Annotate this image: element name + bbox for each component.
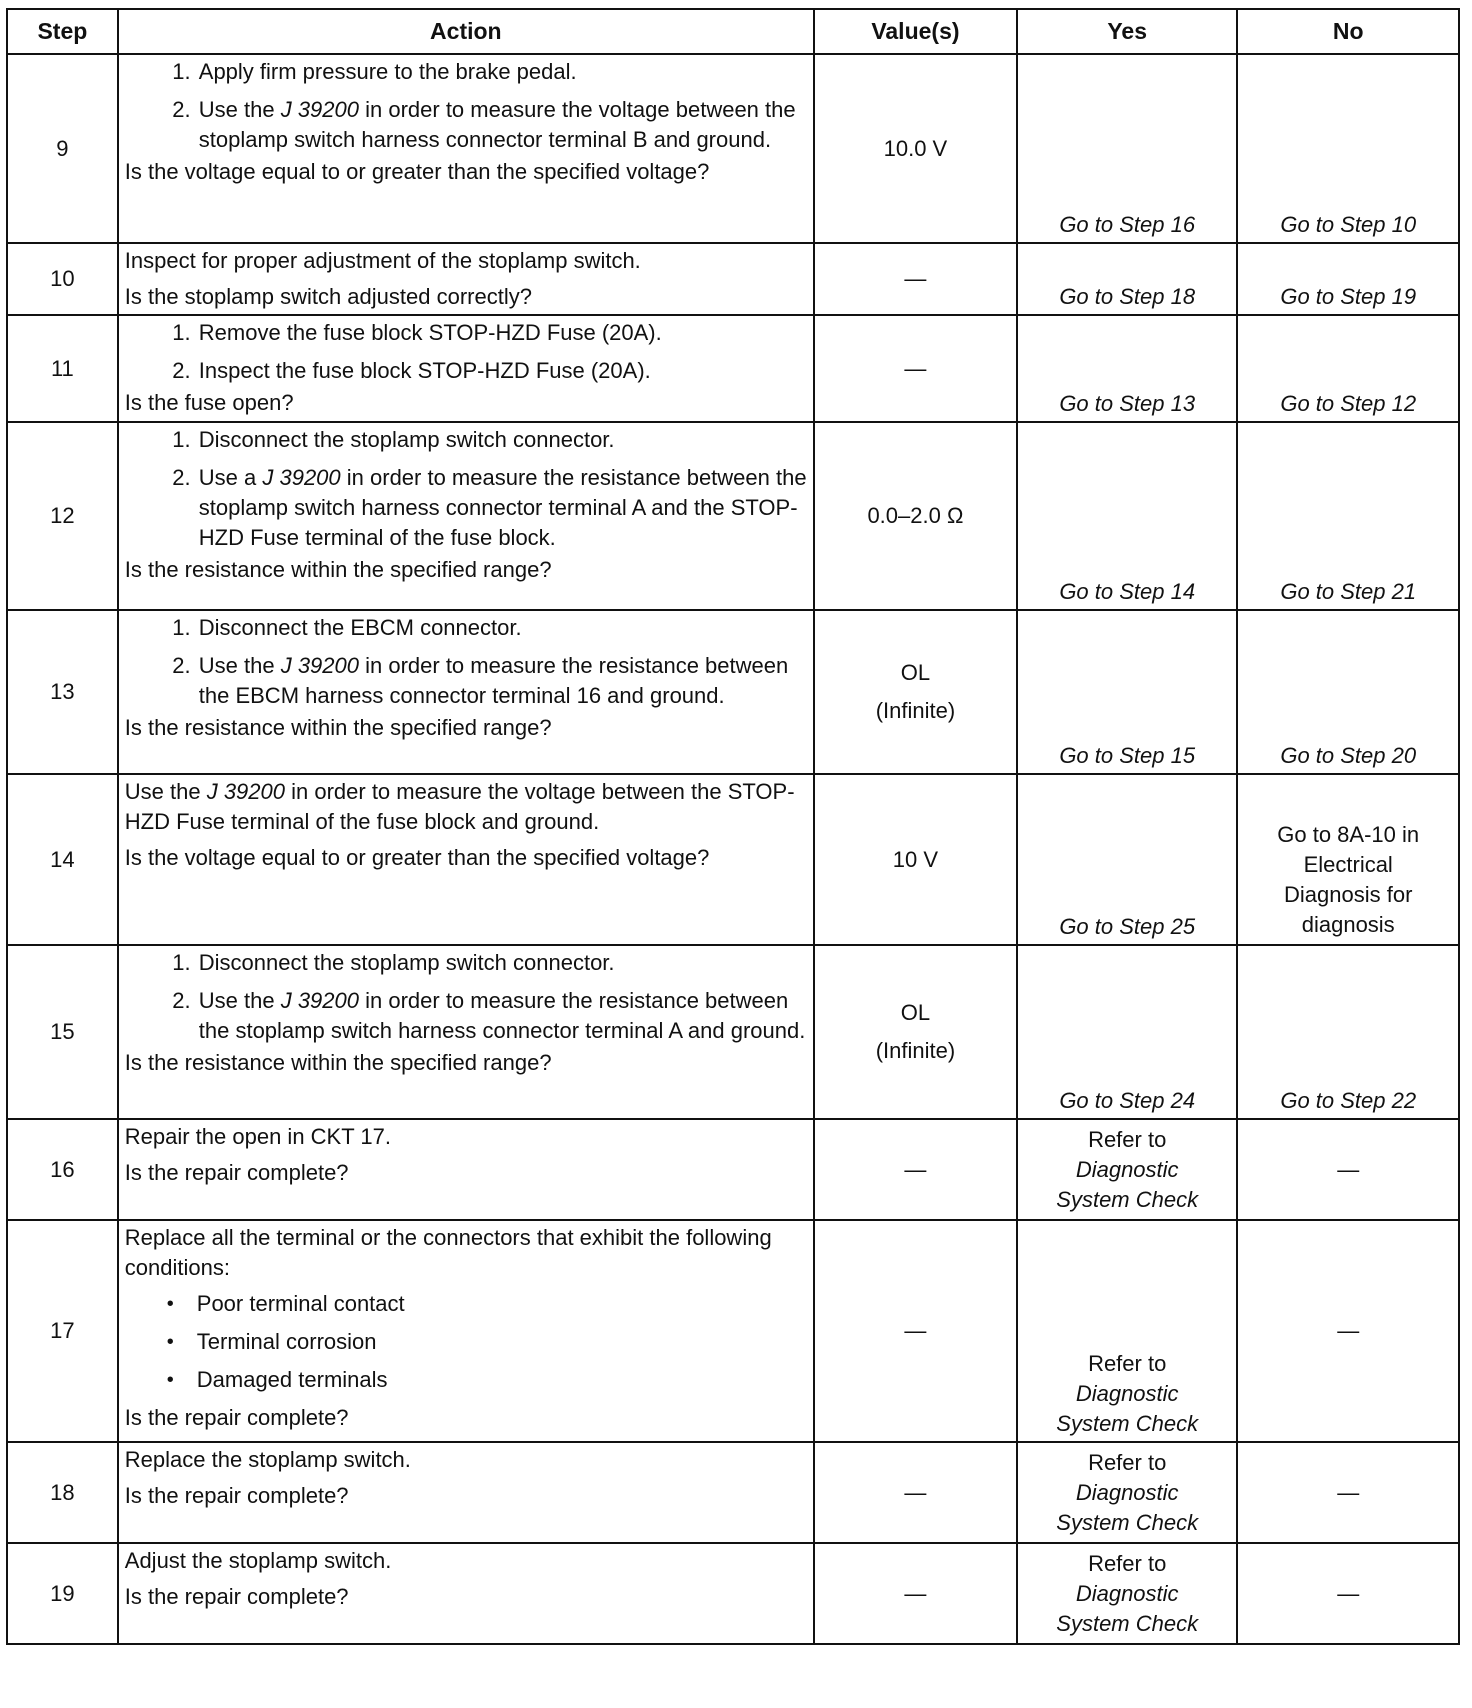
action-question: Is the repair complete? bbox=[124, 1160, 349, 1185]
table-row bbox=[7, 1119, 1459, 1220]
table-row bbox=[7, 1543, 1459, 1644]
tool-reference: J 39200 bbox=[262, 465, 341, 490]
step-number: 13 bbox=[7, 610, 118, 774]
action-cell bbox=[118, 54, 814, 243]
step-number: 10 bbox=[7, 243, 118, 315]
table-row bbox=[7, 774, 1459, 945]
action-step: 1. Remove the fuse block STOP-HZD Fuse (20A). bbox=[197, 318, 807, 348]
value-cell bbox=[814, 610, 1017, 774]
action-cell bbox=[118, 1119, 814, 1220]
refer-link: System Check bbox=[1056, 1411, 1199, 1436]
step-number: 17 bbox=[7, 1220, 118, 1442]
action-cell bbox=[118, 315, 814, 422]
refer-link: System Check bbox=[1056, 1509, 1199, 1535]
value-note: (Infinite) bbox=[875, 698, 956, 723]
action-question: Is the fuse open? bbox=[124, 390, 294, 415]
action-text: Replace all the terminal or the connectors that exhibit the following conditions: bbox=[124, 1225, 772, 1280]
header-action: Action bbox=[118, 9, 814, 54]
header-values: Value(s) bbox=[814, 9, 1017, 54]
action-question: Is the repair complete? bbox=[124, 1584, 349, 1609]
table-row bbox=[7, 315, 1459, 422]
value-cell: — bbox=[814, 1442, 1017, 1543]
action-steps bbox=[125, 318, 807, 386]
condition-item: • Damaged terminals bbox=[197, 1365, 807, 1395]
no-cell: — bbox=[1237, 1543, 1459, 1644]
action-cell bbox=[118, 1220, 814, 1442]
action-steps bbox=[125, 948, 807, 1046]
action-step: 2. Inspect the fuse block STOP-HZD Fuse (20A). bbox=[197, 356, 807, 386]
action-steps bbox=[125, 57, 807, 155]
action-cell bbox=[118, 945, 814, 1119]
step-number: 16 bbox=[7, 1119, 118, 1220]
step-number: 19 bbox=[7, 1543, 118, 1644]
no-cell: Go to Step 20 bbox=[1237, 610, 1459, 774]
yes-cell bbox=[1017, 1442, 1237, 1543]
no-cell: — bbox=[1237, 1442, 1459, 1543]
refer-line: Refer to bbox=[1088, 1449, 1167, 1475]
tool-reference: J 39200 bbox=[206, 779, 285, 804]
action-question: Is the repair complete? bbox=[124, 1405, 349, 1430]
table-row bbox=[7, 54, 1459, 243]
value-cell: 10.0 V bbox=[814, 54, 1017, 243]
condition-item: • Poor terminal contact bbox=[197, 1289, 807, 1319]
action-text: Repair the open in CKT 17. bbox=[124, 1124, 391, 1149]
yes-cell: Go to Step 16 bbox=[1017, 54, 1237, 243]
table-row bbox=[7, 1442, 1459, 1543]
tool-reference: J 39200 bbox=[280, 97, 359, 122]
action-step: 2. Use the J 39200 in order to measure the resistance between the stoplamp switch harness connector terminal A and ground. bbox=[197, 986, 807, 1046]
yes-cell: Go to Step 24 bbox=[1017, 945, 1237, 1119]
condition-item: • Terminal corrosion bbox=[197, 1327, 807, 1357]
diagnostic-table bbox=[6, 8, 1460, 1645]
table-row bbox=[7, 945, 1459, 1119]
yes-cell bbox=[1017, 1119, 1237, 1220]
action-text: Use the J 39200 in order to measure the voltage between the STOP-HZD Fuse terminal of the fuse block and ground. bbox=[124, 779, 795, 834]
action-question: Is the resistance within the specified range? bbox=[124, 557, 552, 582]
value-cell: — bbox=[814, 1220, 1017, 1442]
value-cell: — bbox=[814, 243, 1017, 315]
action-cell bbox=[118, 1543, 814, 1644]
yes-cell: Go to Step 14 bbox=[1017, 422, 1237, 610]
action-cell bbox=[118, 422, 814, 610]
action-cell bbox=[118, 610, 814, 774]
action-text: Replace the stoplamp switch. bbox=[124, 1447, 411, 1472]
value-cell: — bbox=[814, 1543, 1017, 1644]
action-cell bbox=[118, 243, 814, 315]
refer-link: Diagnostic bbox=[1075, 1580, 1179, 1606]
no-cell: — bbox=[1237, 1220, 1459, 1442]
step-number: 12 bbox=[7, 422, 118, 610]
refer-link: Diagnostic bbox=[1075, 1156, 1179, 1182]
refer-link: System Check bbox=[1056, 1186, 1199, 1212]
action-question: Is the voltage equal to or greater than the specified voltage? bbox=[124, 845, 710, 870]
no-cell: — bbox=[1237, 1119, 1459, 1220]
value-cell: — bbox=[814, 315, 1017, 422]
no-cell: Go to Step 10 bbox=[1237, 54, 1459, 243]
refer-line: Refer to bbox=[1088, 1351, 1167, 1376]
action-cell bbox=[118, 1442, 814, 1543]
action-question: Is the voltage equal to or greater than the specified voltage? bbox=[124, 159, 710, 184]
value-note: (Infinite) bbox=[875, 1038, 956, 1063]
no-cell: Go to Step 19 bbox=[1237, 243, 1459, 315]
step-number: 11 bbox=[7, 315, 118, 422]
header-yes: Yes bbox=[1017, 9, 1237, 54]
action-step: 2. Use the J 39200 in order to measure the resistance between the EBCM harness connector terminal 16 and ground. bbox=[197, 651, 807, 711]
value-cell: 10 V bbox=[814, 774, 1017, 945]
action-cell bbox=[118, 774, 814, 945]
table-row bbox=[7, 610, 1459, 774]
no-cell: Go to Step 22 bbox=[1237, 945, 1459, 1119]
refer-link: Diagnostic bbox=[1075, 1479, 1179, 1505]
table-row bbox=[7, 243, 1459, 315]
action-step: 1. Disconnect the EBCM connector. bbox=[197, 613, 807, 643]
yes-cell: Go to Step 13 bbox=[1017, 315, 1237, 422]
value-cell: — bbox=[814, 1119, 1017, 1220]
action-step: 1. Disconnect the stoplamp switch connector. bbox=[197, 948, 807, 978]
value-cell: 0.0–2.0 Ω bbox=[814, 422, 1017, 610]
yes-cell: Go to Step 25 bbox=[1017, 774, 1237, 945]
step-number: 15 bbox=[7, 945, 118, 1119]
table-row bbox=[7, 422, 1459, 610]
action-step: 1. Apply firm pressure to the brake pedal. bbox=[197, 57, 807, 87]
header-row bbox=[7, 9, 1459, 54]
header-step: Step bbox=[7, 9, 118, 54]
yes-cell bbox=[1017, 1543, 1237, 1644]
table-row bbox=[7, 1220, 1459, 1442]
refer-link: System Check bbox=[1056, 1610, 1199, 1636]
header-no: No bbox=[1237, 9, 1459, 54]
refer-line: Refer to bbox=[1088, 1550, 1167, 1576]
yes-cell: Go to Step 18 bbox=[1017, 243, 1237, 315]
no-cell: Go to Step 12 bbox=[1237, 315, 1459, 422]
action-text: Inspect for proper adjustment of the stoplamp switch. bbox=[124, 248, 641, 273]
tool-reference: J 39200 bbox=[280, 988, 359, 1013]
action-question: Is the resistance within the specified range? bbox=[124, 1050, 552, 1075]
action-step: 1. Disconnect the stoplamp switch connector. bbox=[197, 425, 807, 455]
yes-cell: Go to Step 15 bbox=[1017, 610, 1237, 774]
value-primary: OL bbox=[900, 1000, 931, 1025]
action-text: Adjust the stoplamp switch. bbox=[124, 1548, 392, 1573]
refer-link: Diagnostic bbox=[1075, 1381, 1179, 1406]
yes-cell bbox=[1017, 1220, 1237, 1442]
action-question: Is the stoplamp switch adjusted correctly? bbox=[124, 284, 532, 309]
action-step: 2. Use the J 39200 in order to measure the voltage between the stoplamp switch harness connector terminal B and ground. bbox=[197, 95, 807, 155]
no-cell: Go to Step 21 bbox=[1237, 422, 1459, 610]
step-number: 14 bbox=[7, 774, 118, 945]
step-number: 18 bbox=[7, 1442, 118, 1543]
action-step: 2. Use a J 39200 in order to measure the resistance between the stoplamp switch harness connector terminal A and the STOP-HZD Fuse terminal of the fuse block. bbox=[197, 463, 807, 553]
step-number: 9 bbox=[7, 54, 118, 243]
condition-list bbox=[125, 1289, 807, 1395]
action-question: Is the resistance within the specified range? bbox=[124, 715, 552, 740]
tool-reference: J 39200 bbox=[280, 653, 359, 678]
refer-line: Refer to bbox=[1088, 1126, 1167, 1152]
action-steps bbox=[125, 425, 807, 553]
action-steps bbox=[125, 613, 807, 711]
value-cell bbox=[814, 945, 1017, 1119]
no-cell: Go to 8A-10 in Electrical Diagnosis for diagnosis bbox=[1237, 774, 1459, 945]
action-question: Is the repair complete? bbox=[124, 1483, 349, 1508]
value-primary: OL bbox=[900, 660, 931, 685]
